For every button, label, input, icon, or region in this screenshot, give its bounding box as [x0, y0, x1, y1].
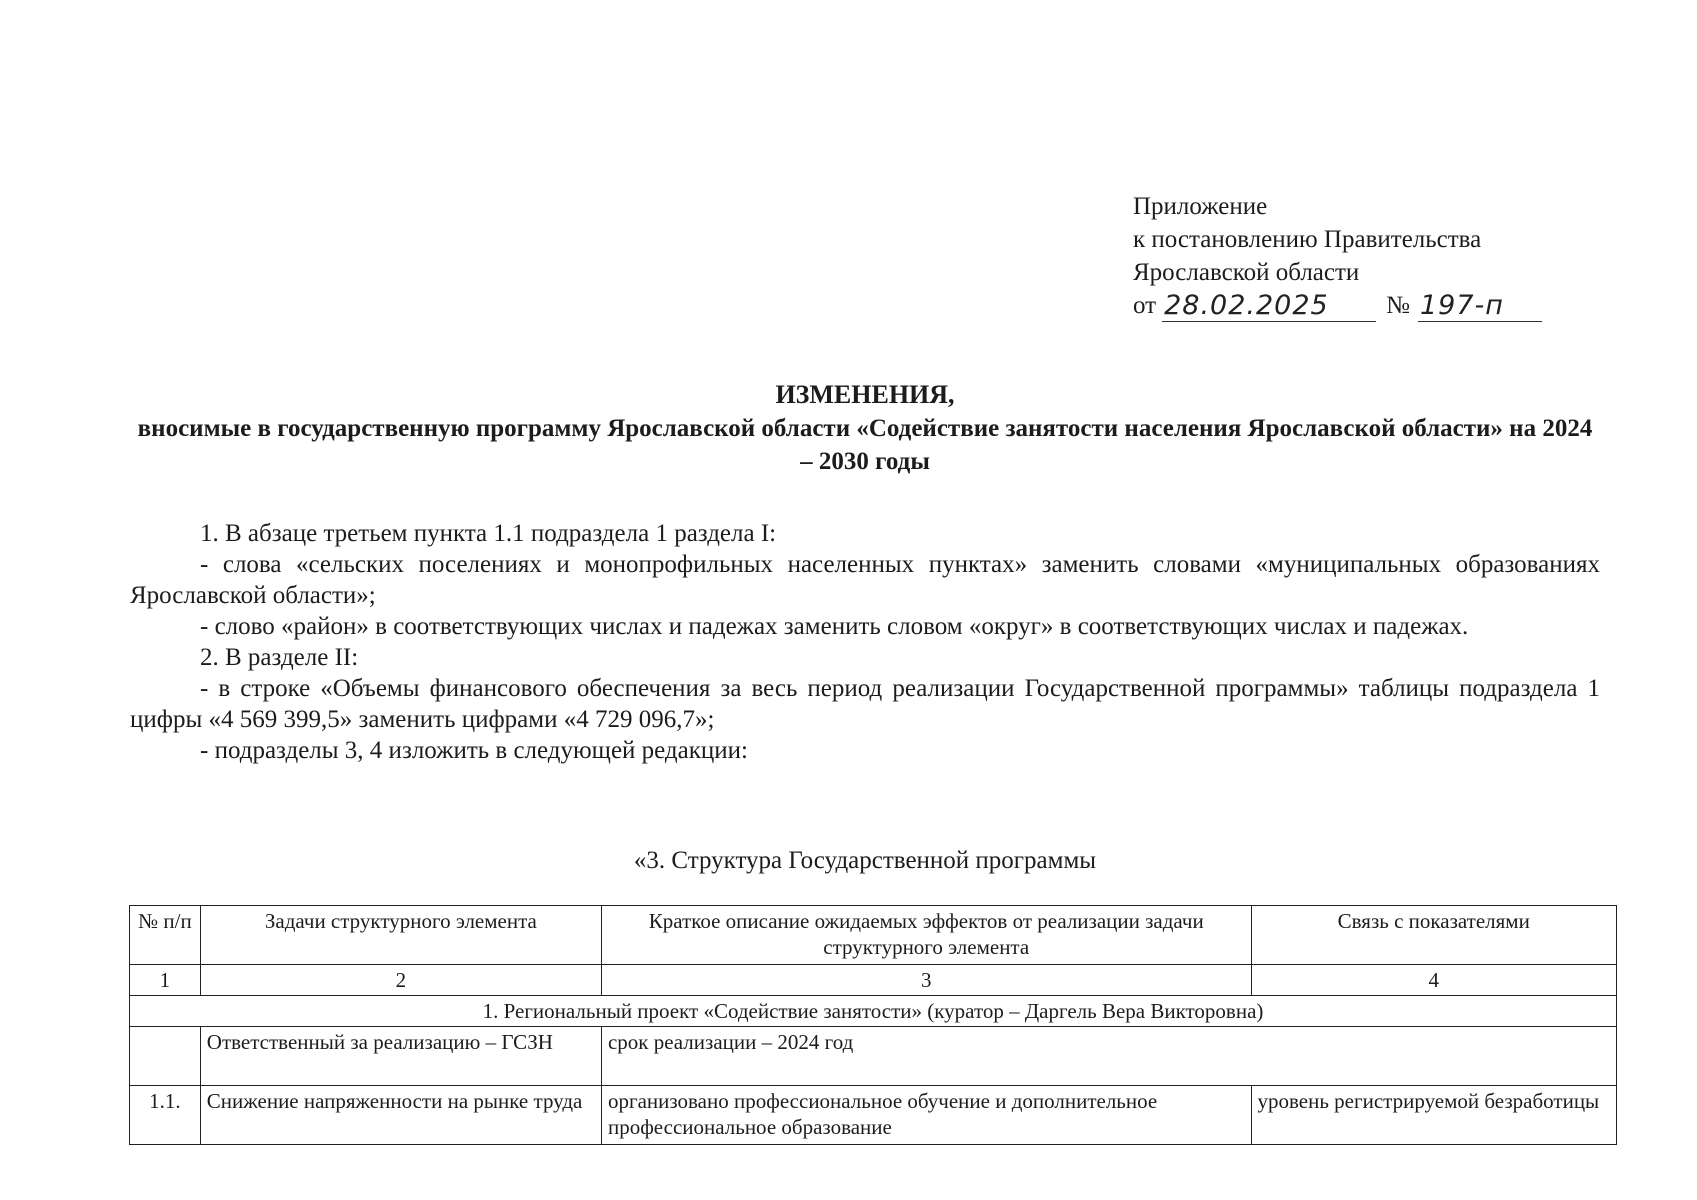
responsible-row — [130, 1027, 1617, 1086]
row-indicator: уровень регистрируемой безработицы — [1251, 1086, 1617, 1145]
appendix-line-3: Ярославской области — [1133, 259, 1360, 286]
section-row — [130, 996, 1617, 1027]
paragraph-5: - в строке «Объемы финансового обеспечения за весь период реализации Государственной программы» таблицы подраздела 1 цифры «4 569 399,5» заменить цифрами «4 729 096,7»; — [130, 675, 1600, 733]
paragraph-3: - слово «район» в соответствующих числах и падежах заменить словом «округ» в соответствующих числах и падежах. — [200, 613, 1469, 640]
header-indicators: Связь с показателями — [1251, 906, 1617, 965]
row-number: 1.1. — [130, 1086, 201, 1145]
document-title — [130, 378, 1600, 478]
row-task: Снижение напряженности на рынке труда — [200, 1086, 601, 1145]
title-main: ИЗМЕНЕНИЯ, — [775, 380, 955, 409]
header-tasks: Задачи структурного элемента — [200, 906, 601, 965]
paragraph-2: - слова «сельских поселениях и монопрофильных населенных пунктах» заменить словами «муниципальных образованиях Ярославской области»; — [130, 551, 1600, 609]
section-title: «3. Структура Государственной программы — [633, 847, 1097, 874]
handwritten-date: 28.02.2025 — [1162, 291, 1376, 322]
number-sign: № — [1386, 292, 1410, 319]
table-header-row — [130, 906, 1617, 965]
appendix-line-1: Приложение — [1133, 193, 1268, 220]
date-prefix: от — [1133, 292, 1157, 319]
document-body — [130, 518, 1600, 766]
column-number: 2 — [200, 965, 601, 996]
header-description: Краткое описание ожидаемых эффектов от реализации задачи структурного элемента — [601, 906, 1251, 965]
paragraph-1: 1. В абзаце третьем пункта 1.1 подраздела 1 раздела I: — [200, 520, 777, 547]
appendix-block — [1133, 190, 1542, 322]
structure-table — [129, 905, 1617, 1145]
implementation-term: срок реализации – 2024 год — [601, 1027, 1616, 1086]
handwritten-number: 197-п — [1418, 291, 1542, 322]
paragraph-6: - подразделы 3, 4 изложить в следующей редакции: — [200, 737, 748, 764]
header-num: № п/п — [130, 906, 201, 965]
responsible-label: Ответственный за реализацию – ГСЗН — [200, 1027, 601, 1086]
column-number-row — [130, 965, 1617, 996]
appendix-line-2: к постановлению Правительства — [1133, 226, 1482, 253]
paragraph-4: 2. В разделе II: — [200, 644, 359, 671]
column-number: 3 — [601, 965, 1251, 996]
table-row — [130, 1086, 1617, 1145]
appendix-date-number-row — [1133, 289, 1542, 322]
row-effect: организовано профессиональное обучение и дополнительное профессиональное образование — [601, 1086, 1251, 1145]
column-number: 1 — [130, 965, 201, 996]
column-number: 4 — [1251, 965, 1617, 996]
table-cell-empty — [130, 1027, 201, 1086]
section-row-title: 1. Региональный проект «Содействие занятости» (куратор – Даргель Вера Викторовна) — [130, 996, 1617, 1027]
title-subtitle: вносимые в государственную программу Ярославской области «Содействие занятости населения Ярославской области» на 2024 – 2030 годы — [137, 415, 1593, 475]
